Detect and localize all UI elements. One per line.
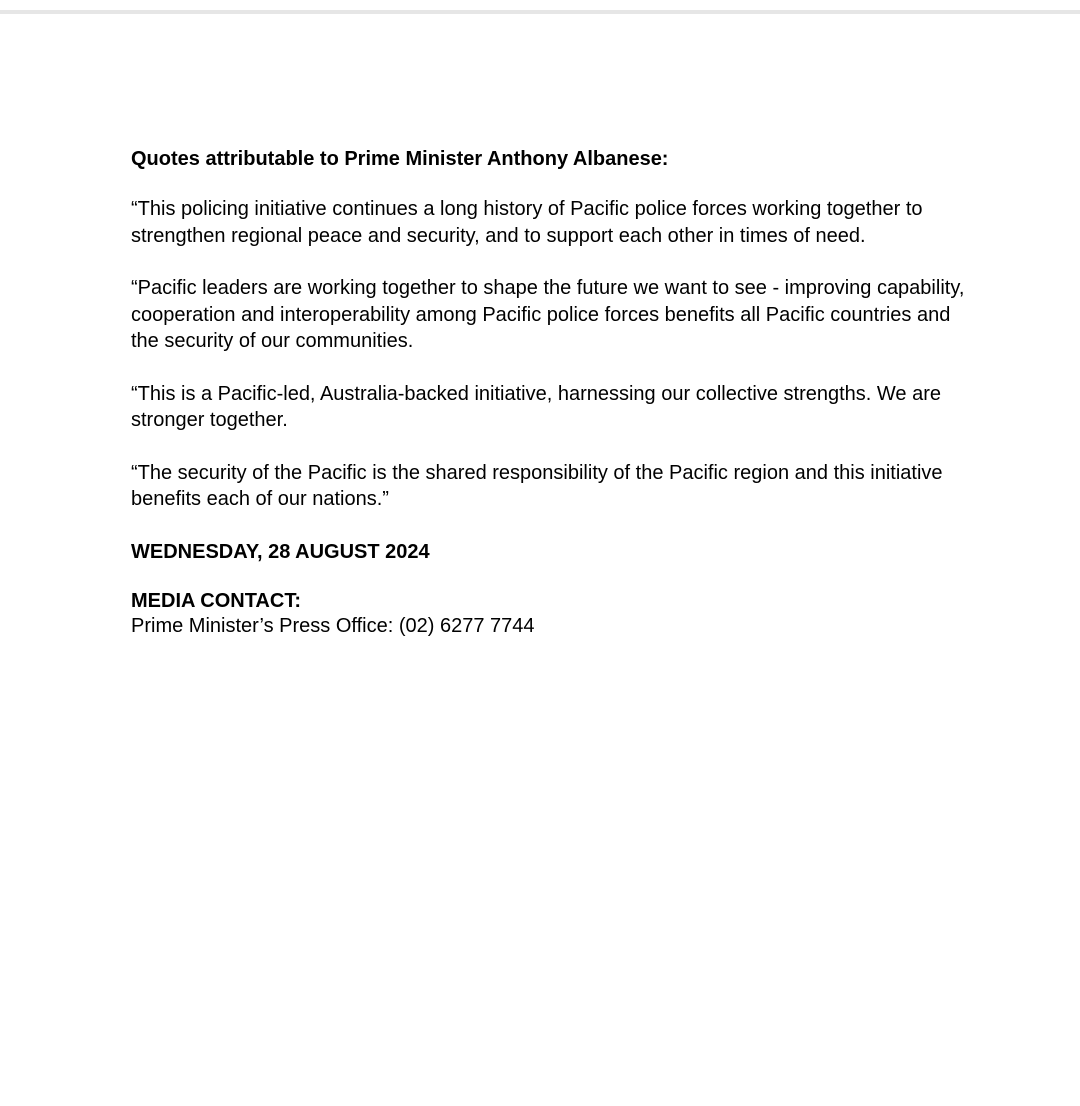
quote-paragraph-3: “This is a Pacific-led, Australia-backed initiative, harnessing our collective strengths. We are stronger together. [131, 382, 941, 431]
media-contact-label: MEDIA CONTACT: [131, 589, 301, 612]
top-divider [0, 10, 1080, 14]
release-date: WEDNESDAY, 28 AUGUST 2024 [131, 540, 430, 563]
quote-paragraph-2: “Pacific leaders are working together to shape the future we want to see - improving capability, cooperation and interoperability among Pacific police forces benefits all Pacific countries and the security of our communities. [131, 277, 965, 352]
quote-paragraph-4: “The security of the Pacific is the shared responsibility of the Pacific region and this initiative benefits each of our nations.” [131, 461, 943, 510]
document-body [131, 146, 971, 639]
quote-paragraph-1: “This policing initiative continues a long history of Pacific police forces working together to strengthen regional peace and security, and to support each other in times of need. [131, 198, 923, 247]
media-contact-details: Prime Minister’s Press Office: (02) 6277 7744 [131, 614, 535, 637]
quotes-heading: Quotes attributable to Prime Minister Anthony Albanese: [131, 148, 669, 170]
